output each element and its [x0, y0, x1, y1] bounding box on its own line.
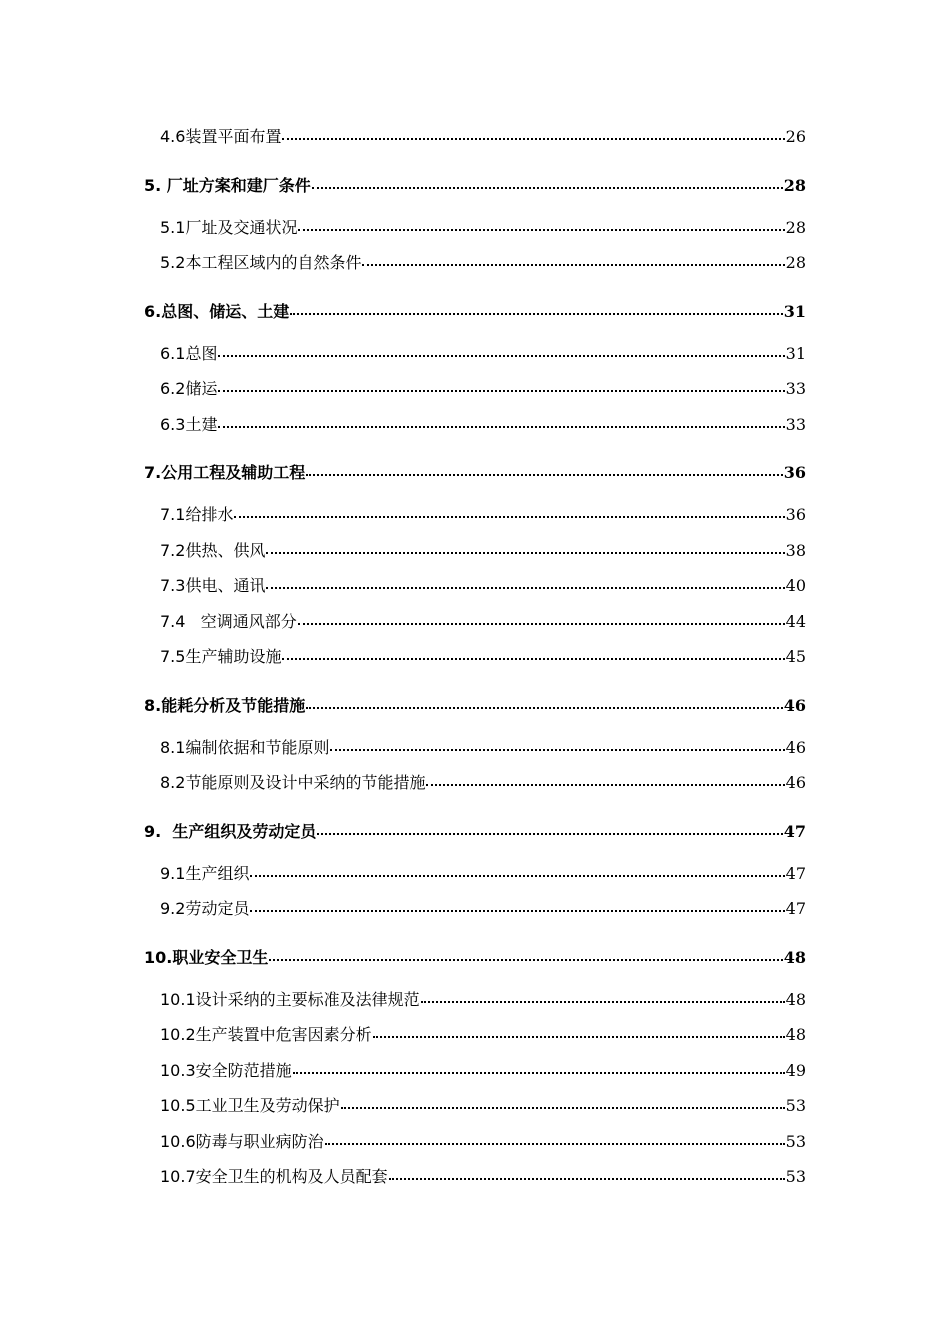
toc-page-number: 28	[785, 217, 806, 237]
toc-page-number: 26	[785, 127, 806, 146]
toc-page-number: 47	[785, 863, 806, 883]
toc-dot-leader	[218, 378, 784, 394]
toc-entry[interactable]	[144, 607, 806, 643]
toc-dot-leader	[325, 1131, 785, 1147]
toc-dot-leader	[306, 462, 783, 478]
toc-dot-leader	[389, 1166, 785, 1182]
toc-page-number: 46	[785, 773, 806, 792]
toc-entry[interactable]	[144, 571, 806, 607]
toc-entry-label: 10.5工业卫生及劳动保护	[160, 1096, 340, 1115]
toc-chapter-entry[interactable]	[144, 446, 806, 500]
toc-page-number: 49	[785, 1060, 806, 1080]
toc-chapter-entry[interactable]	[144, 679, 806, 733]
toc-page-number: 36	[783, 463, 806, 482]
toc-page-number: 53	[785, 1131, 806, 1151]
toc-dot-leader	[362, 252, 784, 268]
toc-page-number: 47	[785, 899, 806, 918]
toc-dot-leader	[266, 575, 784, 591]
toc-page-number: 33	[785, 414, 806, 434]
toc-entry-label: 10.7安全卫生的机构及人员配套	[160, 1167, 388, 1186]
toc-page-number: 53	[785, 1167, 806, 1186]
toc-entry-label: 6.3土建	[160, 414, 218, 434]
toc-page-number: 31	[783, 301, 806, 321]
toc-dot-leader	[218, 414, 784, 430]
toc-entry-label: 5.2本工程区域内的自然条件	[160, 253, 362, 272]
toc-page-number: 36	[785, 505, 806, 524]
toc-page-number: 46	[785, 737, 806, 757]
toc-dot-leader	[298, 611, 785, 627]
toc-entry[interactable]	[144, 859, 806, 895]
toc-page-number: 48	[783, 947, 806, 967]
toc-entry-label: 8.2节能原则及设计中采纳的节能措施	[160, 773, 426, 792]
toc-entry[interactable]	[144, 339, 806, 375]
toc-dot-leader	[421, 989, 785, 1005]
toc-entry-label: 9. 生产组织及劳动定员	[144, 821, 317, 841]
toc-entry[interactable]	[144, 213, 806, 249]
toc-dot-leader	[341, 1095, 785, 1111]
toc-page-number: 48	[785, 989, 806, 1009]
toc-page-number: 28	[785, 253, 806, 272]
toc-entry-label: 7.2供热、供风	[160, 540, 266, 560]
toc-entry-label: 5. 厂址方案和建厂条件	[144, 175, 311, 195]
toc-entry-label: 9.1生产组织	[160, 863, 250, 883]
toc-entry[interactable]	[144, 1162, 806, 1198]
toc-entry[interactable]	[144, 1056, 806, 1092]
toc-entry-label: 10.职业安全卫生	[144, 947, 269, 967]
toc-entry-label: 10.6防毒与职业病防治	[160, 1131, 324, 1151]
toc-entry[interactable]	[144, 985, 806, 1021]
toc-page-number: 44	[785, 611, 806, 631]
toc-entry[interactable]	[144, 410, 806, 446]
toc-dot-leader	[306, 695, 783, 711]
toc-entry-label: 6.2储运	[160, 379, 218, 398]
toc-entry-label: 4.6装置平面布置	[160, 127, 282, 146]
toc-dot-leader	[282, 646, 784, 662]
toc-entry-label: 6.1总图	[160, 343, 218, 363]
toc-entry[interactable]	[144, 894, 806, 930]
toc-entry[interactable]	[144, 500, 806, 536]
toc-dot-leader	[426, 772, 784, 788]
toc-entry-label: 8.1编制依据和节能原则	[160, 737, 330, 757]
toc-entry-label: 8.能耗分析及节能措施	[144, 695, 306, 715]
toc-entry[interactable]	[144, 768, 806, 804]
toc-entry-label: 10.2生产装置中危害因素分析	[160, 1025, 372, 1044]
toc-page-number: 33	[785, 379, 806, 398]
toc-page-number: 45	[785, 647, 806, 666]
toc-entry[interactable]	[144, 1020, 806, 1056]
toc-entry-label: 9.2劳动定员	[160, 899, 250, 918]
toc-dot-leader	[269, 947, 782, 963]
toc-entry-label: 7.公用工程及辅助工程	[144, 463, 306, 482]
toc-dot-leader	[317, 821, 782, 837]
toc-dot-leader	[250, 863, 784, 879]
toc-page-number: 31	[785, 343, 806, 363]
toc-entry-label: 10.1设计采纳的主要标准及法律规范	[160, 989, 420, 1009]
toc-entry-label: 5.1厂址及交通状况	[160, 217, 298, 237]
toc-dot-leader	[266, 540, 784, 556]
toc-entry[interactable]	[144, 642, 806, 678]
toc-dot-leader	[218, 343, 784, 359]
toc-page-number: 38	[785, 540, 806, 560]
toc-entry[interactable]	[144, 1091, 806, 1127]
toc-page-number: 53	[785, 1096, 806, 1115]
toc-entry[interactable]	[144, 122, 806, 158]
toc-chapter-entry[interactable]	[144, 805, 806, 859]
toc-entry-label: 10.3安全防范措施	[160, 1060, 292, 1080]
toc-dot-leader	[373, 1024, 785, 1040]
toc-entry[interactable]	[144, 536, 806, 572]
toc-entry-label: 7.1给排水	[160, 505, 234, 524]
toc-page-number: 48	[785, 1025, 806, 1044]
toc-dot-leader	[250, 898, 784, 914]
toc-entry-label: 7.5生产辅助设施	[160, 647, 282, 666]
toc-entry[interactable]	[144, 733, 806, 769]
toc-dot-leader	[293, 1060, 785, 1076]
toc-page-number: 46	[783, 695, 806, 715]
toc-entry[interactable]	[144, 1127, 806, 1163]
toc-page-number: 47	[783, 821, 806, 841]
toc-dot-leader	[290, 301, 783, 317]
toc-entry[interactable]	[144, 248, 806, 284]
toc-chapter-entry[interactable]	[144, 285, 806, 339]
toc-page-number: 40	[785, 576, 806, 595]
toc-entry-label: 7.4 空调通风部分	[160, 611, 297, 631]
toc-dot-leader	[312, 175, 783, 191]
toc-entry-label: 7.3供电、通讯	[160, 576, 266, 595]
toc-chapter-entry[interactable]	[144, 931, 806, 985]
toc-dot-leader	[234, 504, 784, 520]
toc-dot-leader	[282, 126, 784, 142]
toc-entry[interactable]	[144, 374, 806, 410]
table-of-contents	[144, 122, 806, 1198]
toc-dot-leader	[330, 737, 784, 753]
toc-entry-label: 6.总图、储运、土建	[144, 301, 290, 321]
toc-page-number: 28	[783, 175, 806, 195]
toc-chapter-entry[interactable]	[144, 159, 806, 213]
toc-dot-leader	[298, 217, 784, 233]
